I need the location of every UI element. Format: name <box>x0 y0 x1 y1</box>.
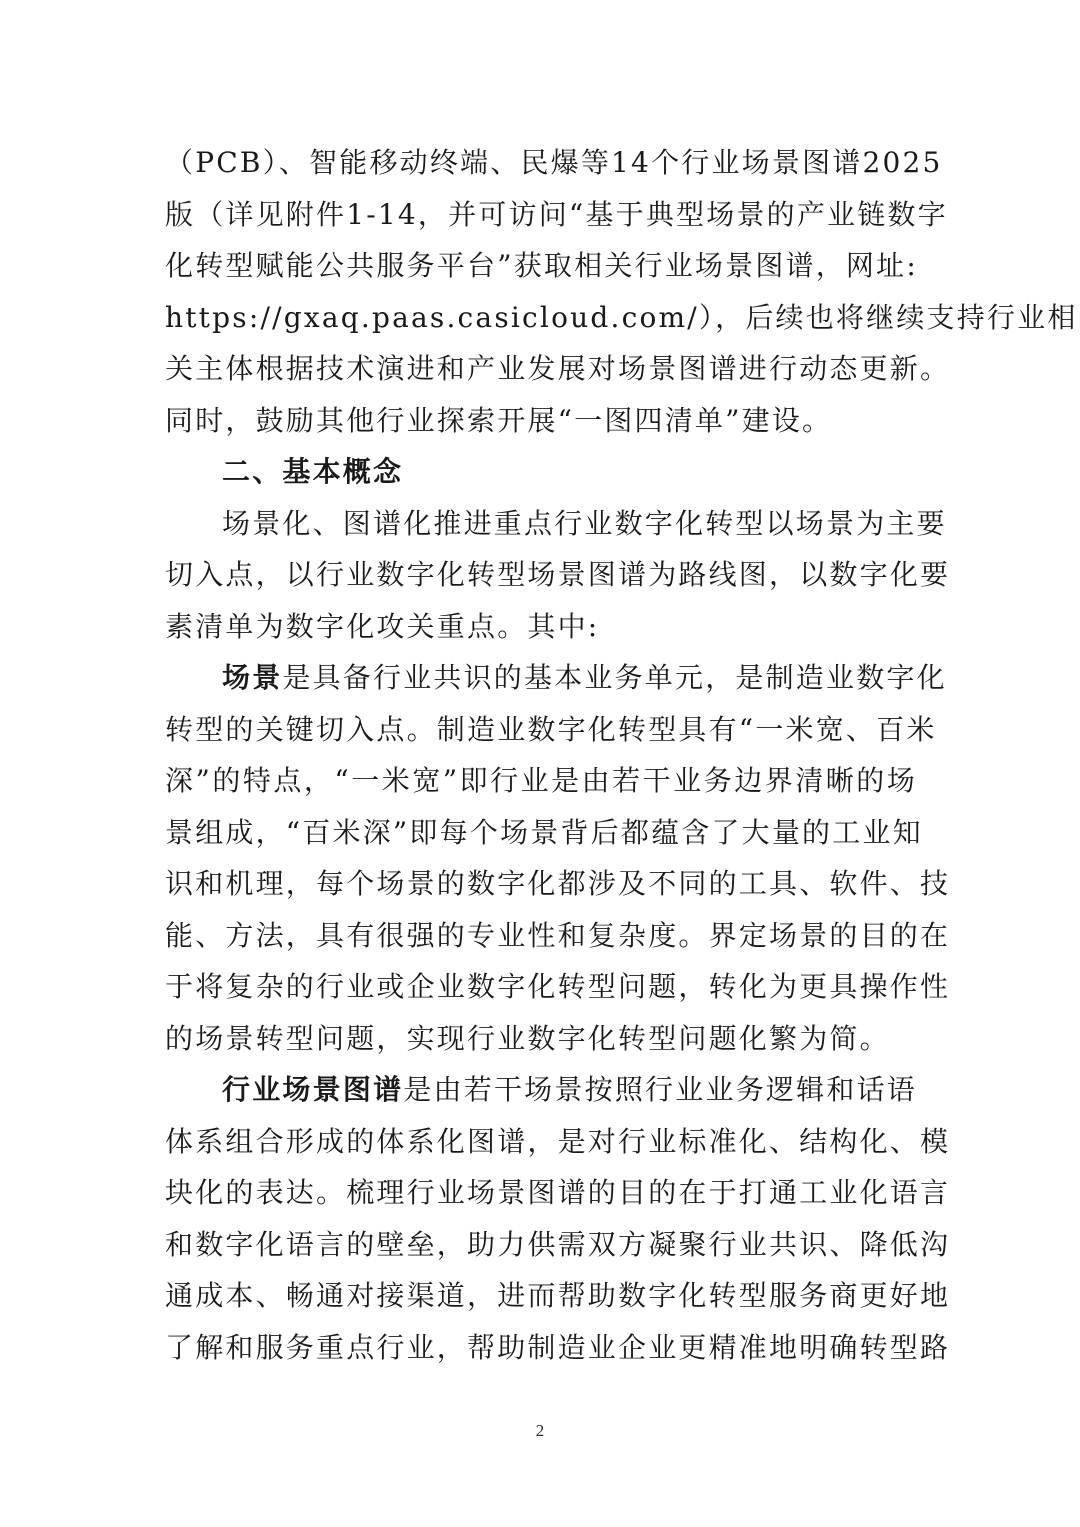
scene-line: 能、方法，具有很强的专业性和复杂度。界定场景的目的在 <box>165 918 951 952</box>
section-heading: 二、基本概念 <box>222 455 404 488</box>
scene-line-text: 是具备行业共识的基本业务单元，是制造业数字化 <box>282 661 947 694</box>
scene-line: 于将复杂的行业或企业数字化转型问题，转化为更具操作性 <box>165 970 951 1003</box>
map-line: 和数字化语言的壁垒，助力供需双方凝聚行业共识、降低沟 <box>165 1227 951 1261</box>
intro-line: 素清单为数字化攻关重点。其中: <box>165 609 600 643</box>
paragraph-line: （PCB）、智能移动终端、民爆等14个行业场景图谱2025 <box>165 146 943 179</box>
intro-line: 切入点，以行业数字化转型场景图谱为路线图，以数字化要 <box>165 558 951 591</box>
scene-line: 转型的关键切入点。制造业数字化转型具有“一米宽、百米 <box>165 712 937 746</box>
map-line: 块化的表达。梳理行业场景图谱的目的在于打通工业化语言 <box>165 1176 951 1209</box>
scene-definition-first-line <box>165 658 947 710</box>
term-industry-scene-map: 行业场景图谱 <box>222 1073 404 1106</box>
map-definition-first-line <box>165 1070 917 1122</box>
scene-line: 识和机理，每个场景的数字化都涉及不同的工具、软件、技 <box>165 867 951 900</box>
paragraph-line: 化转型赋能公共服务平台”获取相关行业场景图谱，网址: <box>165 249 918 282</box>
map-line: 了解和服务重点行业，帮助制造业企业更精准地明确转型路 <box>165 1330 951 1364</box>
paragraph-line: 版（详见附件1-14，并可访问“基于典型场景的产业链数字 <box>165 197 948 231</box>
scene-line: 的场景转型问题，实现行业数字化转型问题化繁为简。 <box>165 1021 890 1055</box>
map-line: 通成本、畅通对接渠道，进而帮助数字化转型服务商更好地 <box>165 1279 951 1312</box>
paragraph-line: 同时，鼓励其他行业探索开展“一图四清单”建设。 <box>165 403 833 437</box>
term-scene: 场景 <box>222 661 283 694</box>
page-number: 2 <box>535 1421 545 1440</box>
scene-line: 景组成，“百米深”即每个场景背后都蕴含了大量的工业知 <box>165 815 923 849</box>
body-text <box>165 143 1078 1379</box>
intro-line: 场景化、图谱化推进重点行业数字化转型以场景为主要 <box>222 506 947 540</box>
map-line-text: 是由若干场景按照行业业务逻辑和话语 <box>403 1073 917 1106</box>
paragraph-line-url: https://gxaq.paas.casicloud.com/），后续也将继续支持行业相 <box>165 300 1078 334</box>
paragraph-line: 关主体根据技术演进和产业发展对场景图谱进行动态更新。 <box>165 352 951 385</box>
scene-line: 深”的特点，“一米宽”即行业是由若干业务边界清晰的场 <box>165 764 917 797</box>
map-line: 体系组合形成的体系化图谱，是对行业标准化、结构化、模 <box>165 1124 951 1158</box>
